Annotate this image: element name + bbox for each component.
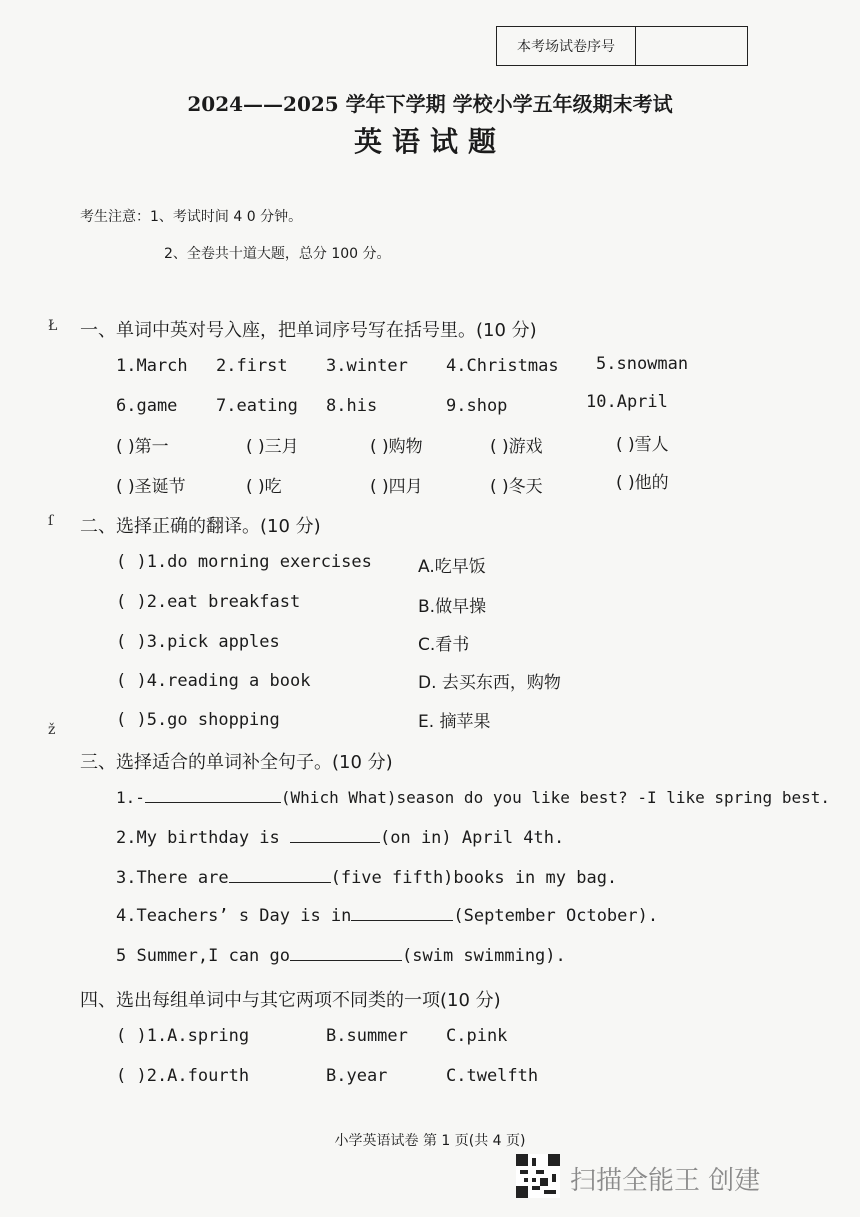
word-item: 6.game bbox=[116, 396, 178, 416]
sentence-end: (swim swimming). bbox=[402, 946, 566, 966]
page-footer: 小学英语试卷 第 1 页(共 4 页) bbox=[334, 1133, 526, 1149]
translation-option: C.看书 bbox=[418, 635, 470, 655]
section4-heading: 四、选出每组单词中与其它两项不同类的一项(10 分) bbox=[80, 990, 501, 1011]
classify-option: B.summer bbox=[326, 1026, 408, 1046]
answer-blank[interactable] bbox=[351, 906, 453, 921]
word-item: 9.shop bbox=[446, 396, 508, 416]
translation-question[interactable]: ( )3.pick apples bbox=[116, 632, 280, 652]
sentence-start: 3.There are bbox=[116, 868, 229, 888]
word-item: 2.first bbox=[216, 356, 288, 376]
meaning-blank[interactable]: ( )冬天 bbox=[490, 477, 543, 497]
meaning-blank[interactable]: ( )四月 bbox=[370, 477, 423, 497]
answer-blank[interactable] bbox=[229, 868, 331, 883]
section2-heading: 二、选择正确的翻译。(10 分) bbox=[80, 516, 321, 537]
qr-code-icon bbox=[516, 1154, 560, 1198]
fill-sentence bbox=[116, 788, 830, 807]
word-item: 4.Christmas bbox=[446, 356, 559, 376]
sentence-start: 5 Summer,I can go bbox=[116, 946, 290, 966]
seat-number-label: 本考场试卷序号 bbox=[497, 27, 636, 65]
meaning-blank[interactable]: ( )圣诞节 bbox=[116, 477, 186, 497]
answer-blank[interactable] bbox=[290, 946, 402, 961]
translation-question[interactable]: ( )4.reading a book bbox=[116, 671, 311, 691]
note-line-1: 考生注意：1、考试时间 4 0 分钟。 bbox=[80, 209, 303, 225]
fill-sentence bbox=[116, 946, 566, 966]
meaning-blank[interactable]: ( )游戏 bbox=[490, 437, 543, 457]
word-item: 1.March bbox=[116, 356, 188, 376]
word-item: 5.snowman bbox=[596, 354, 689, 374]
section1-heading: 一、单词中英对号入座，把单词序号写在括号里。(10 分) bbox=[80, 320, 537, 341]
meaning-blank[interactable]: ( )他的 bbox=[616, 473, 669, 493]
section3-heading: 三、选择适合的单词补全句子。(10 分) bbox=[80, 752, 393, 773]
sentence-start: 4.Teachers’ s Day is in bbox=[116, 906, 352, 926]
translation-option: D. 去买东西，购物 bbox=[418, 673, 561, 693]
meaning-blank[interactable]: ( )雪人 bbox=[616, 435, 669, 455]
word-item: 3.winter bbox=[326, 356, 408, 376]
margin-mark: ſ bbox=[48, 513, 54, 529]
sentence-start: 2.My birthday is bbox=[116, 828, 290, 848]
meaning-blank[interactable]: ( )三月 bbox=[246, 437, 299, 457]
classify-question[interactable]: ( )2.A.fourth bbox=[116, 1066, 250, 1086]
margin-mark: Ł bbox=[48, 318, 58, 334]
word-item: 7.eating bbox=[216, 396, 298, 416]
translation-question[interactable]: ( )2.eat breakfast bbox=[116, 592, 301, 612]
classify-option: C.twelfth bbox=[446, 1066, 539, 1086]
sentence-end: (five fifth)books in my bag. bbox=[330, 868, 618, 888]
word-item: 8.his bbox=[326, 396, 378, 416]
sentence-end: (Which What)season do you like best? -I like spring best. bbox=[280, 788, 830, 807]
fill-sentence bbox=[116, 828, 564, 848]
answer-blank[interactable] bbox=[145, 788, 281, 803]
word-item: 10.April bbox=[586, 392, 668, 412]
sentence-end: (on in) April 4th. bbox=[380, 828, 565, 848]
margin-mark: ž bbox=[48, 722, 56, 738]
meaning-blank[interactable]: ( )吃 bbox=[246, 477, 282, 497]
fill-sentence bbox=[116, 906, 658, 926]
classify-option: C.pink bbox=[446, 1026, 508, 1046]
classify-option: B.year bbox=[326, 1066, 388, 1086]
sentence-end: (September October). bbox=[453, 906, 659, 926]
fill-sentence bbox=[116, 868, 617, 888]
meaning-blank[interactable]: ( )第一 bbox=[116, 437, 169, 457]
answer-blank[interactable] bbox=[290, 828, 380, 843]
seat-number-box bbox=[496, 26, 748, 66]
meaning-blank[interactable]: ( )购物 bbox=[370, 437, 423, 457]
seat-number-field[interactable] bbox=[636, 27, 747, 65]
translation-option: E. 摘苹果 bbox=[418, 712, 491, 732]
classify-question[interactable]: ( )1.A.spring bbox=[116, 1026, 250, 1046]
exam-subject: 英语试题 bbox=[353, 125, 506, 158]
scanner-watermark: 扫描全能王 创建 bbox=[570, 1166, 761, 1196]
translation-option: B.做早操 bbox=[418, 597, 487, 617]
translation-option: A.吃早饭 bbox=[418, 557, 486, 577]
sentence-start: 1.- bbox=[116, 788, 145, 807]
translation-question[interactable]: ( )5.go shopping bbox=[116, 710, 280, 730]
translation-question[interactable]: ( )1.do morning exercises bbox=[116, 552, 372, 572]
exam-title: 2024——2025 学年下学期 学校小学五年级期末考试 bbox=[187, 92, 673, 116]
note-line-2: 2、全卷共十道大题，总分 100 分。 bbox=[164, 246, 391, 262]
